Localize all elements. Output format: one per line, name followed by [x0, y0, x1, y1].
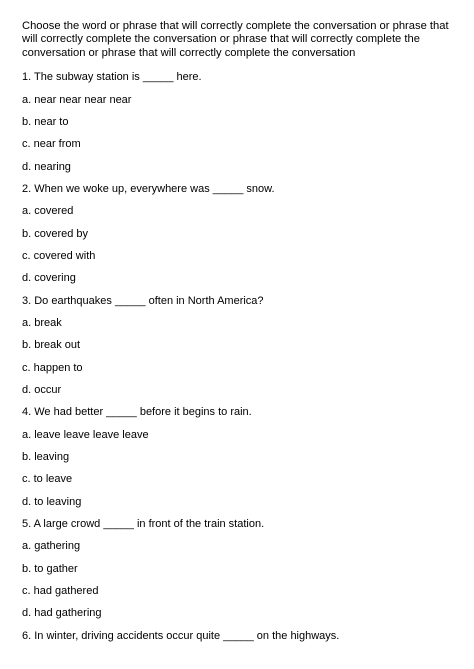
question-4-option-b: b. leaving [22, 451, 70, 464]
question-5-option-d: d. had gathering [22, 607, 102, 620]
question-1-option-a: a. near near near near [22, 93, 132, 106]
question-1-option-b: b. near to [22, 115, 69, 128]
question-4 [22, 401, 462, 513]
question-4-option-a: a. leave leave leave leave [22, 428, 149, 441]
question-2-option-d: d. covering [22, 272, 76, 285]
instructions-text: Choose the word or phrase that will correctly complete the conversation or phrase that will correctly complete the conversation or phrase that will correctly complete the conversation or phrase that will correctly complete the conversation [22, 20, 449, 59]
question-5 [22, 513, 462, 625]
question-2-text: 2. When we woke up, everywhere was _____ snow. [22, 182, 275, 195]
question-3-option-c: c. happen to [22, 361, 83, 374]
question-4-option-c: c. to leave [22, 473, 73, 486]
question-3-option-a: a. break [22, 317, 62, 329]
question-3 [22, 290, 462, 402]
question-1-option-d: d. nearing [22, 160, 71, 173]
question-2 [22, 178, 462, 290]
question-6-text: 6. In winter, driving accidents occur quite _____ on the highways. [22, 629, 340, 642]
question-5-option-c: c. had gathered [22, 585, 99, 598]
question-1-text: 1. The subway station is _____ here. [22, 71, 202, 84]
question-2-option-c: c. covered with [22, 249, 96, 262]
question-4-option-d: d. to leaving [22, 495, 82, 508]
worksheet-page [22, 20, 462, 647]
question-2-option-b: b. covered by [22, 227, 89, 240]
question-1 [22, 66, 462, 178]
question-5-option-b: b. to gather [22, 562, 78, 575]
question-5-option-a: a. gathering [22, 540, 81, 553]
question-3-option-d: d. occur [22, 384, 62, 397]
question-5-text: 5. A large crowd _____ in front of the train station. [22, 518, 265, 531]
question-4-text: 4. We had better _____ before it begins to rain. [22, 406, 252, 419]
question-3-text: 3. Do earthquakes _____ often in North America? [22, 294, 264, 307]
question-1-option-c: c. near from [22, 138, 81, 151]
question-6 [22, 625, 462, 647]
question-3-option-b: b. break out [22, 339, 81, 352]
question-2-option-a: a. covered [22, 205, 74, 218]
